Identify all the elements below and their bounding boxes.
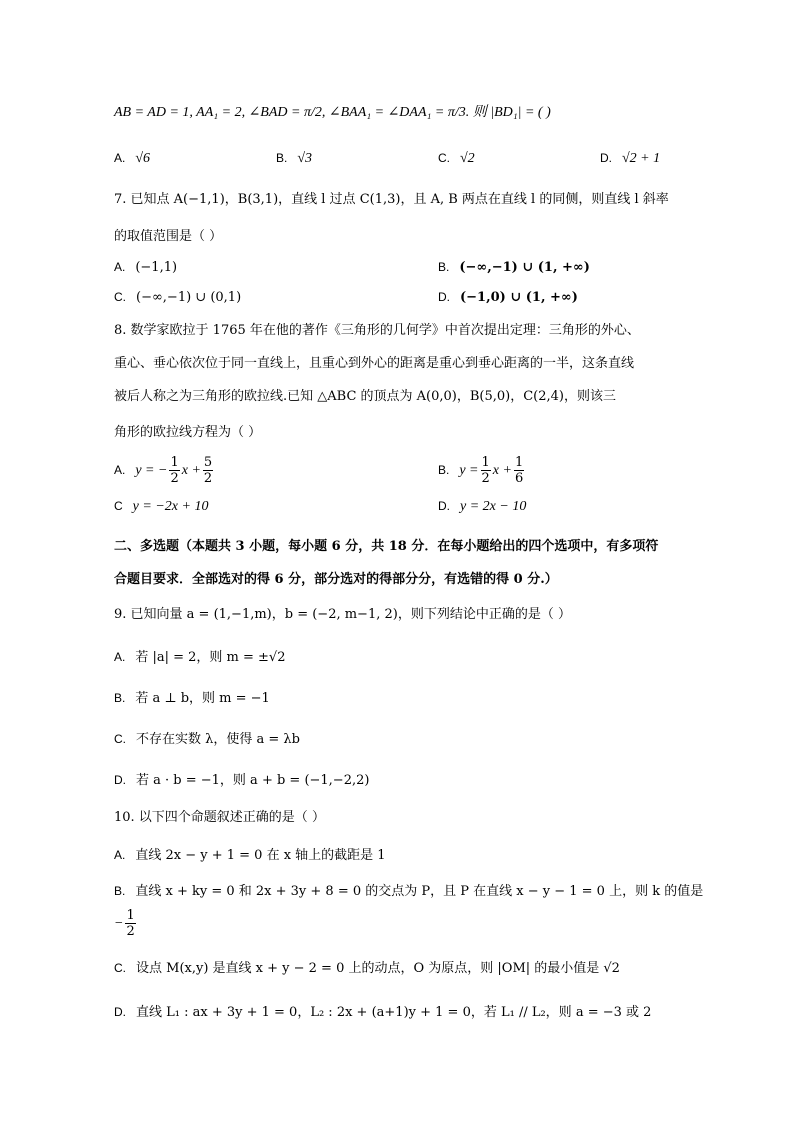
q9-option-d xyxy=(114,771,369,790)
option-label: A. xyxy=(114,848,126,862)
option-label: C. xyxy=(438,151,450,165)
fraction-numerator: 1 xyxy=(126,908,135,923)
q10-option-b xyxy=(114,882,703,901)
q9-option-c xyxy=(114,730,300,749)
option-text: 直线 2x − y + 1 = 0 在 x 轴上的截距是 1 xyxy=(135,848,386,863)
option-label: D. xyxy=(114,1005,126,1019)
fraction-denominator: 2 xyxy=(170,471,179,486)
q8-stem-line3: 被后人称之为三角形的欧拉线.已知 △ABC 的顶点为 A(0,0)，B(5,0)，C(2,4)，则该三 xyxy=(114,389,616,404)
q9-option-b xyxy=(114,689,270,708)
fraction xyxy=(203,455,213,486)
option-text: 直线 x + ky = 0 和 2x + 3y + 8 = 0 的交点为 P，且 P 在直线 x − y − 1 = 0 上，则 k 的值是 xyxy=(135,884,704,899)
q6-stem: AB = AD = 1, AA₁ = 2, ∠BAD = π/2, ∠BAA₁ = ∠DAA₁ = π/3. 则 |BD₁| = ( ) xyxy=(114,105,551,120)
q6-option-a xyxy=(114,149,150,168)
option-label: B. xyxy=(438,463,450,477)
option-formula-prefix: y = xyxy=(459,463,479,478)
q7-option-d xyxy=(438,288,578,307)
q8-option-b xyxy=(438,455,526,486)
option-label: A. xyxy=(114,260,126,274)
option-label: B. xyxy=(276,151,288,165)
q7-option-a xyxy=(114,258,177,277)
q7-option-b xyxy=(438,258,590,277)
option-text: 若 a ⊥ b，则 m = −1 xyxy=(135,691,270,706)
q6-option-c xyxy=(438,149,475,168)
option-text: √2 xyxy=(460,151,475,166)
option-formula-mid: x + xyxy=(492,463,512,478)
fraction-denominator: 2 xyxy=(481,471,490,486)
option-label: C. xyxy=(114,961,126,975)
option-text: 直线 L₁ : ax + 3y + 1 = 0，L₂ : 2x + (a+1)y + 1 = 0，若 L₁ // L₂，则 a = −3 或 2 xyxy=(136,1005,652,1020)
option-label: C. xyxy=(114,732,126,746)
q8-option-d xyxy=(438,497,526,516)
fraction xyxy=(169,455,179,486)
q7-stem-line1: 7. 已知点 A(−1,1)，B(3,1)，直线 l 过点 C(1,3)，且 A, B 两点在直线 l 的同侧，则直线 l 斜率 xyxy=(114,192,669,207)
option-text: y = 2x − 10 xyxy=(460,499,527,514)
q9-stem: 9. 已知向量 a = (1,−1,m)，b = (−2, m−1, 2)，则下列结论中正确的是（ ） xyxy=(114,607,571,622)
option-label: D. xyxy=(114,773,126,787)
q7-stem-line2: 的取值范围是（ ） xyxy=(114,229,223,244)
option-text: y = −2x + 10 xyxy=(132,499,209,514)
option-label: A. xyxy=(114,151,126,165)
option-formula-prefix: y = − xyxy=(135,463,168,478)
q10-option-a xyxy=(114,846,386,865)
option-formula-mid: x + xyxy=(181,463,201,478)
option-text: 若 a · b = −1，则 a + b = (−1,−2,2) xyxy=(136,773,370,788)
fraction xyxy=(125,908,135,939)
fraction-denominator: 6 xyxy=(514,471,524,486)
option-label: C xyxy=(114,499,123,513)
q7-option-c xyxy=(114,288,241,307)
option-text: (−1,0) ∪ (1, +∞) xyxy=(460,290,578,305)
fraction-sign: − xyxy=(114,916,124,931)
option-text: 设点 M(x,y) 是直线 x + y − 2 = 0 上的动点，O 为原点，则 |OM| 的最小值是 √2 xyxy=(136,961,620,976)
option-text: 不存在实数 λ，使得 a = λb xyxy=(136,732,300,747)
q8-option-a xyxy=(114,455,215,486)
option-label: D. xyxy=(438,499,450,513)
q10-stem: 10. 以下四个命题叙述正确的是（ ） xyxy=(114,810,325,825)
fraction-numerator: 1 xyxy=(514,455,524,470)
option-text: 若 |a| = 2，则 m = ±√2 xyxy=(135,650,286,665)
q6-option-b xyxy=(276,149,312,168)
option-text: √3 xyxy=(297,151,313,166)
q8-stem-line1: 8. 数学家欧拉于 1765 年在他的著作《三角形的几何学》中首次提出定理：三角形的外心、 xyxy=(114,323,640,338)
option-text: (−∞,−1) ∪ (1, +∞) xyxy=(459,260,590,275)
fraction-numerator: 1 xyxy=(170,455,179,470)
q8-option-c xyxy=(114,497,208,516)
option-label: C. xyxy=(114,290,126,304)
q10-option-d xyxy=(114,1003,651,1022)
option-label: A. xyxy=(114,650,126,664)
q6-option-d xyxy=(600,149,660,168)
option-text: (−∞,−1) ∪ (0,1) xyxy=(136,290,242,305)
q8-stem-line2: 重心、垂心依次位于同一直线上，且重心到外心的距离是重心到垂心距离的一半，这条直线 xyxy=(114,356,635,371)
option-label: A. xyxy=(114,463,126,477)
section2-heading-line1: 二、多选题（本题共 3 小题，每小题 6 分，共 18 分．在每小题给出的四个选项中，有多项符 xyxy=(114,539,659,554)
option-text: √6 xyxy=(135,151,151,166)
fraction xyxy=(514,455,524,486)
q10-option-b-answer-fraction xyxy=(114,908,138,939)
fraction-numerator: 5 xyxy=(203,455,213,470)
option-label: B. xyxy=(114,691,126,705)
option-label: B. xyxy=(438,260,450,274)
fraction-denominator: 2 xyxy=(126,924,135,939)
q9-option-a xyxy=(114,648,285,667)
section2-heading-line2: 合题目要求．全部选对的得 6 分，部分选对的得部分分，有选错的得 0 分.） xyxy=(114,572,558,587)
option-text: √2 + 1 xyxy=(622,151,661,166)
fraction-denominator: 2 xyxy=(203,471,213,486)
q8-stem-line4: 角形的欧拉线方程为（ ） xyxy=(114,425,262,440)
q10-option-c xyxy=(114,959,620,978)
option-label: B. xyxy=(114,884,126,898)
fraction-numerator: 1 xyxy=(481,455,490,470)
option-text: (−1,1) xyxy=(135,260,178,275)
fraction xyxy=(481,455,491,486)
option-label: D. xyxy=(600,151,612,165)
option-label: D. xyxy=(438,290,450,304)
